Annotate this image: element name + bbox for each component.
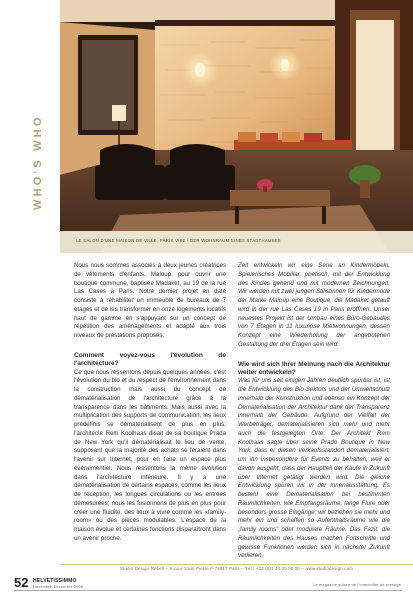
photo-caption: LE SALON D'UNE MAISON DE VILLE, PARIS VIIIE / DER WOHNRAUM EINES STADTHAUSES (76, 238, 281, 243)
french-column (74, 262, 226, 544)
german-column (238, 262, 390, 561)
bottom-divider (14, 590, 402, 591)
living-room-illustration (60, 0, 413, 253)
french-body: Ce que nous ressentons depuis quelques années, c'est l'évolution du bio et du respect de l'environnement dans la construction mais aussi du concept de dématérialisation de l'architecture grâce à la transparence dans les bâtiments. Mais aussi avec la multiplication des supports de communication, les lieux prédéfinis se dématérialisent de plus en plus; l'architecte Rem Koolhaas disait de sa boutique Prada de New York qu'il dématérialisait le lieu de vente, supposant que la majorité des achats se feraient dans l'avenir sur Internet, pour en faire un espace plus événementiel. Nous ressentons la même évolution dans l'architecture intérieure. Il y a une dématérialisation de certains espaces, comme les lieux de réception, les longues circulations ou les entrées démesurées; nous les fusionnons de plus en plus pour créer une fluidité, des lieux à vivre comme les «family-room» ou des pièces modulables. L'espace de la maison évolue et certaines fonctions disparaîtront dans un avenir proche. (74, 368, 226, 542)
french-intro: Nous nous sommes associés à deux jeunes créatrices de vêtements d'enfants, Maloup, pour ouvrir une boutique commune, baptisée Madaket, au 19 de la rue Las Cases à Paris. Notre dernier projet en date consiste à réhabiliter un immeuble de bureaux de 7 étages et de les transformer en onze logements locatifs haut de gamme en s'appuyant sur un concept de répétition des aménagements et adapté aux trois niveaux de prestations proposés. (74, 262, 226, 339)
german-heading: Wie wird sich Ihrer Meinung nach die Architektur weiter entwickeln? (238, 360, 390, 376)
page-number: 52 (14, 575, 29, 590)
interior-photo (60, 0, 413, 253)
french-heading: Comment voyez-vous l'évolution de l'architecture? (74, 351, 226, 368)
issue-date: Novembre-Décembre 2006 (33, 585, 84, 589)
section-label-text: WHO'S WHO (32, 114, 44, 210)
footer-divider (60, 564, 413, 565)
magazine-tagline: Le magazine suisse de l'immobilier de prestige (313, 583, 401, 587)
magazine-name: HELVETISSIMMO (33, 578, 77, 584)
studio-contact: Studio Design Rebell – 8 cour Saint Pierre F-75017 Paris – Tél.: +33 (0)1 44 09 08 30 – www.studiodesign.com (119, 566, 354, 571)
german-intro: Zeit entwickeln wir eine Serie an Kindermöbeln. Spielerisches Mobiliar, poetisch, mit der Entwicklung des Kindes gehend und mit modernen Zeichnungen. Wir werden mit zwei jungen Stilistinnen für Kindermode der Marke Maloup eine Boutique, die Madaket getauft wird in der rue Las Cases 19 in Paris eröffnen. Unser neuestes Projekt ist der Umbau eines Büro-Gebäudes von 7 Etagen in 11 luxuriöse Mietwohnungen, dessen Konzept eine Wiederholung der angebotenen Gestaltung der drei Etagen sein wird. (238, 262, 390, 348)
section-label (14, 40, 44, 240)
german-body: Was für uns seit einigen Jahren deutlich spürbar ist, ist die Entwicklung des Bio-Sektors und der Umweltschutz innerhalb der Konstruktion und ebenso ein Konzept der Dematerialisation der Architektur dank der Transparenz innerhalb der Gebäude. Aufgrund der Vielfalt der Werbeträger, dematerialisieren sich mehr und mehr auch die festgelegten Orte; Der Architekt Rem Koolhaas sagte über seine Prado Boutique in New York, dass er diesen Verkaufsstandort dematerialisiert, um ihn insbesondere für Events zu behalten, weil er davon ausgeht, dass der Hauptteil der Käufe in Zukunft über Internet getätigt werden wird. Die gleiche Entwicklung spüren wir in der Innenausstattung. Es besteht eine Dematerialisation bei bestimmten Räumlichkeiten, wie Empfangsräume, lange Flure oder besonders grosse Eingänge; wir beziehen sie mehr und mehr ein und schaffen so Aufenthaltsräume wie die „family rooms" oder modulare Räume. Das Fazit: die Räumlichkeiten des Hauses machen Fortschritte und gewisse Funktionen werden sich in nächster Zukunft verlieren. (238, 377, 390, 560)
